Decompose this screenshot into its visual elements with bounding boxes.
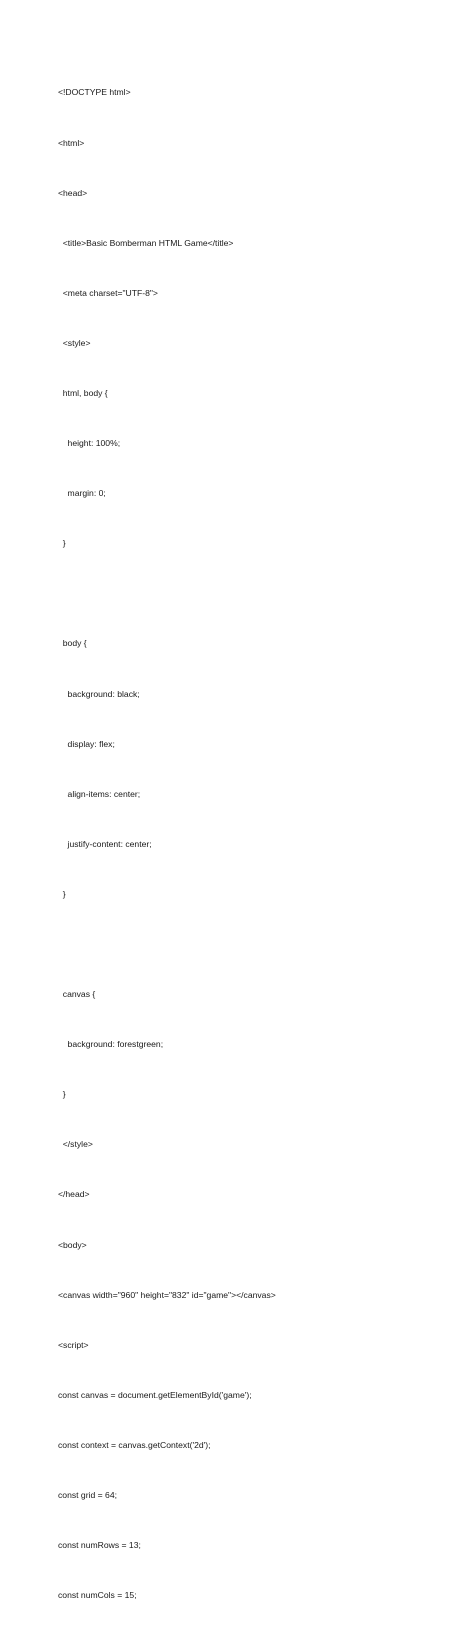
code-line: <!DOCTYPE html> (58, 87, 131, 98)
code-line: <body> (58, 1239, 87, 1250)
code-line-blank (58, 936, 458, 953)
code-line: const grid = 64; (58, 1490, 117, 1501)
code-line: <meta charset="UTF-8"> (58, 287, 158, 298)
code-line: justify-content: center; (58, 838, 152, 849)
code-line: <style> (58, 337, 91, 348)
code-line: html, body { (58, 387, 108, 398)
code-line: display: flex; (58, 738, 115, 749)
code-line: <title>Basic Bomberman HTML Game</title> (58, 237, 234, 248)
code-line: background: black; (58, 688, 140, 699)
code-line: margin: 0; (58, 488, 106, 499)
code-line: const numRows = 13; (58, 1540, 141, 1551)
code-line: <head> (58, 187, 88, 198)
code-line: background: forestgreen; (58, 1039, 164, 1050)
code-line: } (58, 538, 66, 549)
code-line: align-items: center; (58, 788, 141, 799)
code-line: <canvas width="960" height="832" id="game"></canvas> (58, 1289, 276, 1300)
code-line: body { (58, 638, 87, 649)
code-line: <script> (58, 1339, 89, 1350)
code-line: const context = canvas.getContext('2d'); (58, 1439, 211, 1450)
code-line: } (58, 888, 66, 899)
code-line-blank (58, 585, 458, 602)
code-line: </head> (58, 1189, 90, 1200)
code-line: } (58, 1089, 66, 1100)
code-line: const canvas = document.getElementById('game'); (58, 1389, 252, 1400)
code-line: height: 100%; (58, 438, 121, 449)
code-line: canvas { (58, 989, 96, 1000)
code-line: <html> (58, 137, 85, 148)
code-listing (58, 51, 458, 1637)
code-line: const numCols = 15; (58, 1590, 137, 1601)
code-line: </style> (58, 1139, 93, 1150)
